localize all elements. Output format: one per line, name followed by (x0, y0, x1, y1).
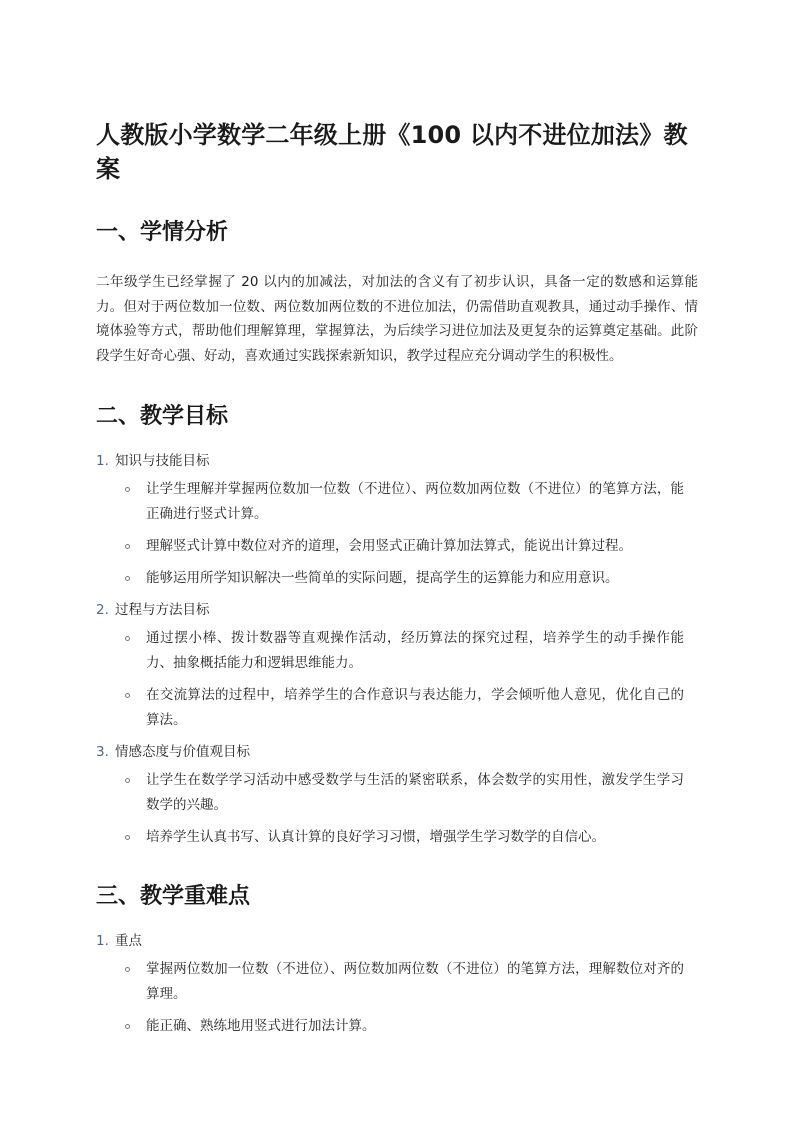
bullet-text: 让学生在数学学习活动中感受数学与生活的紧密联系，体会数学的实用性，激发学生学习数学的兴趣。 (146, 772, 684, 813)
list-number: 1. (96, 453, 109, 469)
bullet-text: 让学生理解并掌握两位数加一位数（不进位）、两位数加两位数（不进位）的笔算方法，能正确进行竖式计算。 (146, 481, 684, 522)
list-number: 1. (96, 933, 109, 949)
bullet-text: 通过摆小棒、拨计数器等直观操作活动，经历算法的探究过程，培养学生的动手操作能力、抽象概括能力和逻辑思维能力。 (146, 630, 684, 671)
bullet-item (119, 1014, 698, 1039)
list-item-label: 过程与方法目标 (115, 602, 210, 618)
hollow-bullet-icon (119, 1014, 146, 1039)
bullet-text: 理解竖式计算中数位对齐的道理，会用竖式正确计算加法算式，能说出计算过程。 (146, 538, 632, 554)
section-heading-keypoints: 三、教学重难点 (96, 884, 251, 909)
hollow-bullet-icon (119, 534, 146, 559)
bullet-item (119, 566, 698, 591)
list-number: 3. (96, 744, 109, 760)
bullet-text: 能正确、熟练地用竖式进行加法计算。 (146, 1018, 376, 1034)
bullet-text: 在交流算法的过程中，培养学生的合作意识与表达能力，学会倾听他人意见，优化自己的算法。 (146, 687, 684, 728)
hollow-bullet-icon (119, 626, 146, 676)
bullet-list (96, 768, 698, 850)
bullet-text: 培养学生认真书写、认真计算的良好学习习惯，增强学生学习数学的自信心。 (146, 829, 605, 845)
list-item-label: 情感态度与价值观目标 (115, 744, 250, 760)
objectives-list (96, 450, 698, 850)
hollow-bullet-icon (119, 477, 146, 527)
list-item (96, 741, 698, 850)
keypoints-list (96, 930, 698, 1039)
bullet-item (119, 825, 698, 850)
bullet-list (96, 626, 698, 733)
hollow-bullet-icon (119, 683, 146, 733)
bullet-list (96, 477, 698, 591)
hollow-bullet-icon (119, 566, 146, 591)
hollow-bullet-icon (119, 957, 146, 1007)
section-heading-objectives: 二、教学目标 (96, 404, 229, 429)
document-title: 人教版小学数学二年级上册《100 以内不进位加法》教案 (96, 121, 688, 183)
list-item-label: 重点 (115, 933, 142, 949)
hollow-bullet-icon (119, 825, 146, 850)
bullet-text: 能够运用所学知识解决一些简单的实际问题，提高学生的运算能力和应用意识。 (146, 570, 619, 586)
list-item (96, 930, 698, 1039)
list-item (96, 450, 698, 591)
bullet-item (119, 683, 698, 733)
bullet-item (119, 534, 698, 559)
hollow-bullet-icon (119, 768, 146, 818)
bullet-item (119, 477, 698, 527)
bullet-item (119, 768, 698, 818)
bullet-item (119, 957, 698, 1007)
list-item (96, 599, 698, 733)
bullet-item (119, 626, 698, 676)
bullet-list (96, 957, 698, 1039)
list-item-label: 知识与技能目标 (115, 453, 210, 469)
analysis-paragraph: 二年级学生已经掌握了 20 以内的加减法，对加法的含义有了初步认识，具备一定的数感和运算能力。但对于两位数加一位数、两位数加两位数的不进位加法，仍需借助直观教具，通过动手操作、情境体验等方式，帮助他们理解算理，掌握算法，为后续学习进位加法及更复杂的运算奠定基础。此阶段学生好奇心强、好动，喜欢通过实践探索新知识，教学过程应充分调动学生的积极性。 (96, 274, 698, 364)
section-heading-analysis: 一、学情分析 (96, 220, 229, 245)
bullet-text: 掌握两位数加一位数（不进位）、两位数加两位数（不进位）的笔算方法，理解数位对齐的算理。 (146, 961, 684, 1002)
list-number: 2. (96, 602, 109, 618)
